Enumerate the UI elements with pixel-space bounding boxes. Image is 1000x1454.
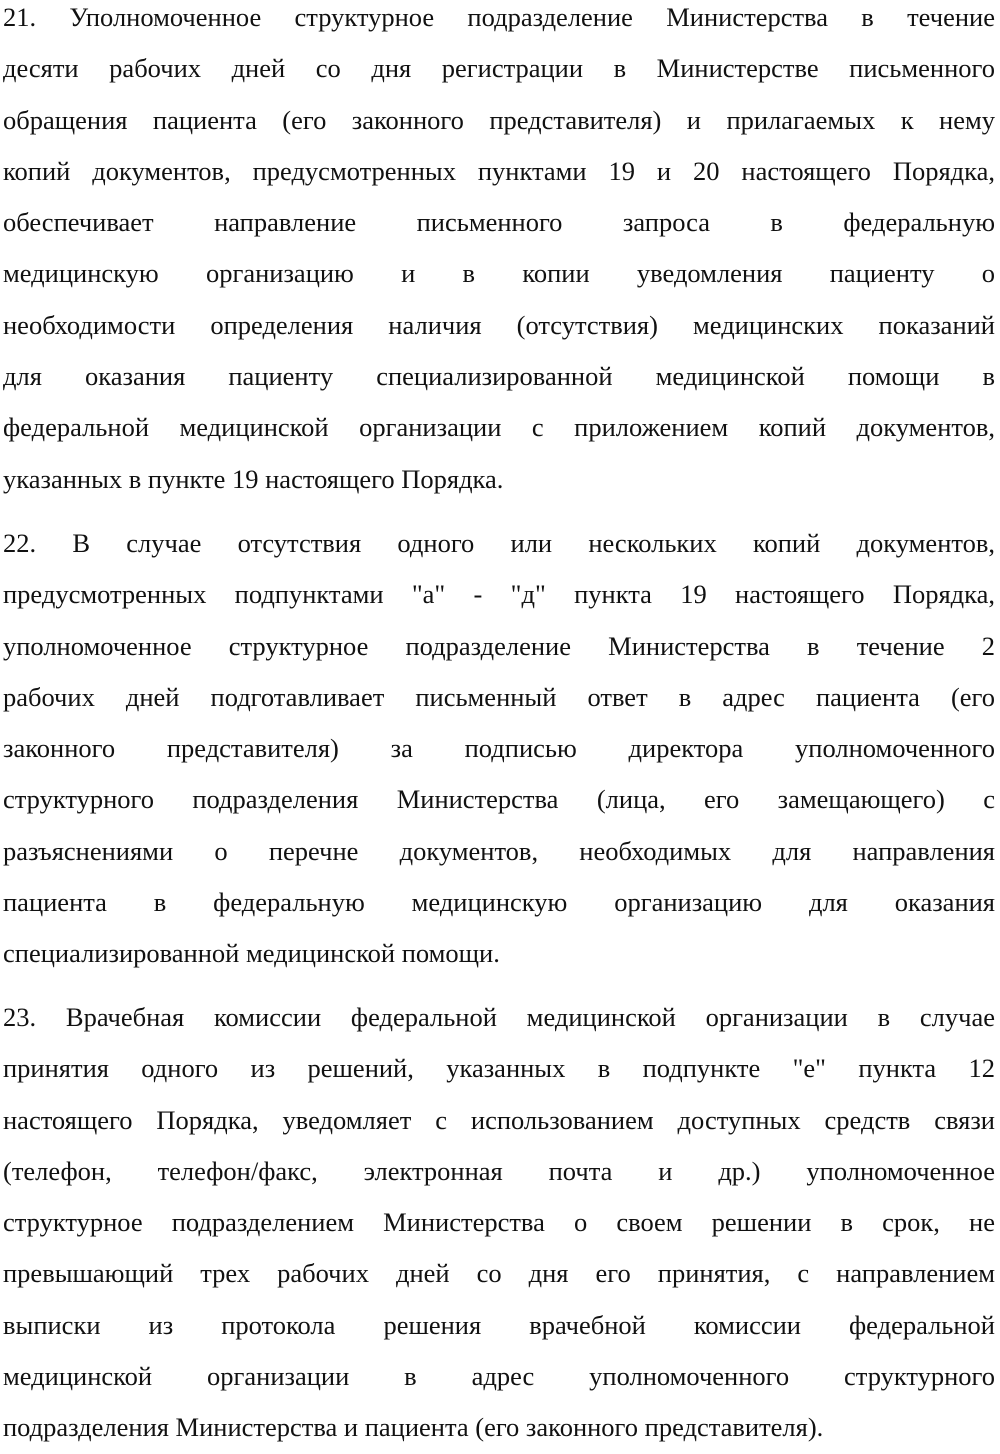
text-line: копий документов, предусмотренных пунктами 19 и 20 настоящего Порядка, <box>3 155 995 186</box>
text-line: разъяснениями о перечне документов, необходимых для направления <box>3 835 995 866</box>
text-line: 22. В случае отсутствия одного или нескольких копий документов, <box>3 528 995 558</box>
text-line: рабочих дней подготавливает письменный ответ в адрес пациента (его <box>3 681 995 712</box>
text-line: структурного подразделения Министерства (лица, его замещающего) с <box>3 784 995 815</box>
text-line: медицинской организации в адрес уполномоченного структурного <box>3 1361 995 1392</box>
text-line: структурное подразделением Министерства о своем решении в срок, не <box>3 1207 995 1238</box>
text-line: необходимости определения наличия (отсутствия) медицинских показаний <box>3 309 995 340</box>
text-line: (телефон, телефон/факс, электронная почта и др.) уполномоченное <box>3 1155 995 1186</box>
text-line: пациента в федеральную медицинскую организацию для оказания <box>3 887 995 918</box>
text-line: десяти рабочих дней со дня регистрации в Министерстве письменного <box>3 53 995 84</box>
text-line: указанных в пункте 19 настоящего Порядка. <box>3 463 504 494</box>
text-line: обеспечивает направление письменного запроса в федеральную <box>3 207 995 238</box>
text-line: 21. Уполномоченное структурное подразделение Министерства в течение <box>3 2 995 32</box>
text-line: специализированной медицинской помощи. <box>3 938 500 969</box>
text-line: предусмотренных подпунктами "а" - "д" пункта 19 настоящего Порядка, <box>3 579 995 610</box>
text-line: обращения пациента (его законного представителя) и прилагаемых к нему <box>3 104 995 135</box>
text-line: настоящего Порядка, уведомляет с использованием доступных средств связи <box>3 1104 995 1135</box>
text-line: подразделения Министерства и пациента (его законного представителя). <box>3 1412 824 1443</box>
text-line: выписки из протокола решения врачебной комиссии федеральной <box>3 1309 995 1340</box>
text-line: для оказания пациенту специализированной медицинской помощи в <box>3 361 995 392</box>
text-line: федеральной медицинской организации с приложением копий документов, <box>3 412 995 443</box>
text-line: уполномоченное структурное подразделение Министерства в течение 2 <box>3 630 995 661</box>
text-line: законного представителя) за подписью директора уполномоченного <box>3 733 995 764</box>
text-line: принятия одного из решений, указанных в подпункте "е" пункта 12 <box>3 1053 995 1084</box>
paragraph-21 <box>3 0 995 505</box>
text-line: медицинскую организацию и в копии уведомления пациенту о <box>3 258 995 289</box>
text-line: превышающий трех рабочих дней со дня его принятия, с направлением <box>3 1258 995 1289</box>
text-line: 23. Врачебная комиссии федеральной медицинской организации в случае <box>3 1002 995 1032</box>
paragraph-23 <box>3 992 995 1454</box>
paragraph-22 <box>3 518 995 980</box>
